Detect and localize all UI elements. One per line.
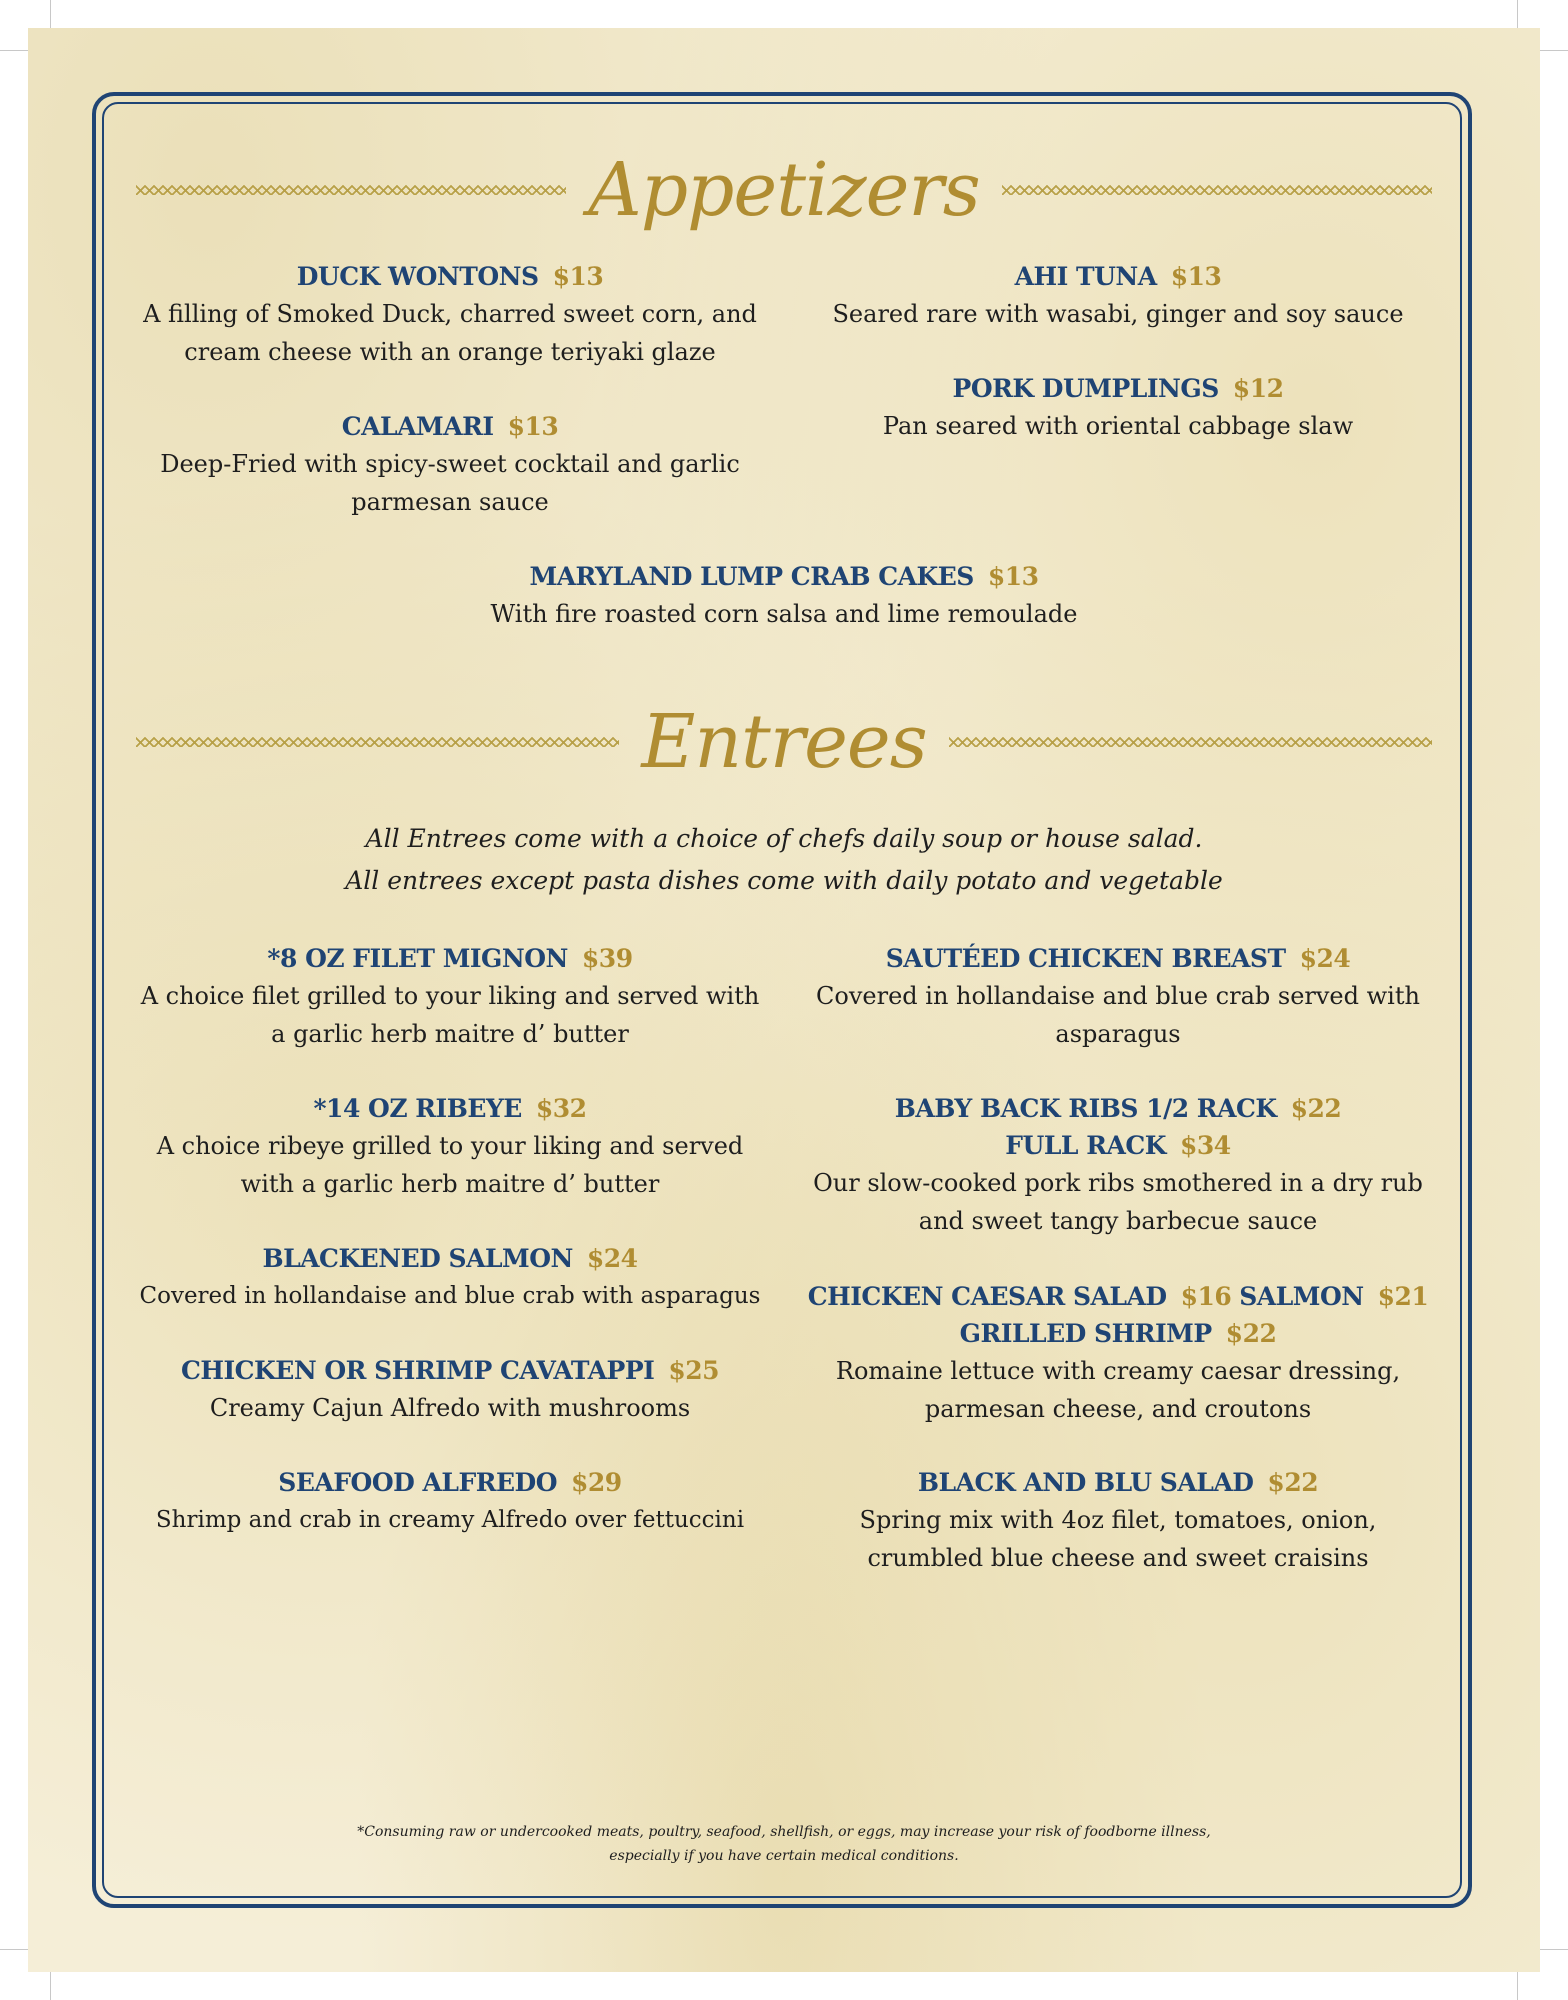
crop-mark [0, 50, 30, 51]
entrees-note-line: All Entrees come with a choice of chefs daily soup or house salad. [365, 824, 1203, 853]
advisory-line: *Consuming raw or undercooked meats, poultry, seafood, shellfish, or eggs, may increase your risk of foodborne illness, [357, 1824, 1211, 1840]
crop-mark [0, 1949, 30, 1950]
menu-item-baby-back-ribs [798, 1090, 1438, 1240]
menu-item-filet-mignon [130, 940, 770, 1053]
entrees-note [284, 818, 1284, 902]
crop-mark [1517, 1970, 1518, 2000]
item-description: Pan seared with oriental cabbage slaw [882, 412, 1354, 440]
item-name: MARYLAND LUMP CRAB CAKES [529, 562, 974, 591]
item-price: $32 [535, 1094, 587, 1123]
item-name: AHI TUNA [1014, 262, 1157, 291]
crop-mark [50, 0, 51, 30]
item-name: GRILLED SHRIMP [959, 1319, 1212, 1348]
item-name: SALMON [1239, 1282, 1364, 1311]
item-price: $24 [1299, 944, 1351, 973]
item-price: $22 [1267, 1468, 1319, 1497]
crop-mark [1517, 0, 1518, 30]
item-price: $25 [668, 1356, 720, 1385]
item-price: $22 [1290, 1094, 1342, 1123]
menu-item-calamari [130, 408, 770, 521]
item-description: Spring mix with 4oz filet, tomatoes, onion, crumbled blue cheese and sweet craisins [859, 1506, 1377, 1572]
appetizers-heading [136, 140, 1432, 240]
item-price: $16 [1180, 1282, 1232, 1311]
item-description: Deep-Fried with spicy-sweet cocktail and garlic parmesan sauce [160, 450, 740, 516]
item-name: SEAFOOD ALFREDO [278, 1468, 558, 1497]
item-name: BLACKENED SALMON [262, 1244, 573, 1273]
ornament-divider [136, 185, 566, 195]
item-name: FULL RACK [1005, 1131, 1167, 1160]
item-name: SAUTÉED CHICKEN BREAST [885, 944, 1286, 973]
item-description: Seared rare with wasabi, ginger and soy sauce [832, 300, 1404, 328]
entrees-heading [136, 692, 1432, 792]
item-name: CALAMARI [341, 412, 494, 441]
appetizers-title: Appetizers [588, 147, 980, 233]
crop-mark [1538, 50, 1568, 51]
item-name: CHICKEN OR SHRIMP CAVATAPPI [180, 1356, 655, 1385]
item-name: BLACK AND BLU SALAD [917, 1468, 1254, 1497]
entrees-note-line: All entrees except pasta dishes come with daily potato and vegetable [345, 866, 1223, 895]
item-name: DUCK WONTONS [296, 262, 539, 291]
item-description: A filling of Smoked Duck, charred sweet corn, and cream cheese with an orange teriyaki glaze [143, 300, 757, 366]
ornament-divider [949, 737, 1432, 747]
item-price: $24 [586, 1244, 638, 1273]
item-description: A choice ribeye grilled to your liking and served with a garlic herb maitre d’ butter [156, 1132, 744, 1198]
consumer-advisory [284, 1820, 1284, 1868]
item-price: $29 [571, 1468, 622, 1497]
item-description: With fire roasted corn salsa and lime remoulade [490, 600, 1078, 628]
item-price: $34 [1180, 1131, 1231, 1160]
item-description: Shrimp and crab in creamy Alfredo over fettuccini [155, 1507, 745, 1533]
item-name: CHICKEN CAESAR SALAD [807, 1282, 1167, 1311]
menu-item-seafood-alfredo [130, 1464, 770, 1539]
item-price: $13 [987, 562, 1039, 591]
menu-item-crab-cakes [384, 558, 1184, 633]
item-price: $13 [507, 412, 559, 441]
menu-item-pork-dumplings [798, 370, 1438, 445]
menu-item-ahi-tuna [798, 258, 1438, 333]
menu-item-cavatappi [130, 1352, 770, 1427]
item-price: $39 [581, 944, 633, 973]
item-description: A choice filet grilled to your liking and served with a garlic herb maitre d’ butter [140, 982, 760, 1048]
item-description: Romaine lettuce with creamy caesar dressing, parmesan cheese, and croutons [835, 1357, 1401, 1423]
item-description: Our slow-cooked pork ribs smothered in a dry rub and sweet tangy barbecue sauce [813, 1169, 1423, 1235]
menu-item-black-blu-salad [798, 1464, 1438, 1577]
item-price: $12 [1232, 374, 1284, 403]
item-description: Creamy Cajun Alfredo with mushrooms [209, 1394, 691, 1422]
item-price: $21 [1377, 1282, 1429, 1311]
item-description: Covered in hollandaise and blue crab with asparagus [139, 1283, 761, 1309]
crop-mark [1538, 1949, 1568, 1950]
item-price: $22 [1225, 1319, 1277, 1348]
menu-item-blackened-salmon [130, 1240, 770, 1315]
menu-item-ribeye [130, 1090, 770, 1203]
menu-item-duck-wontons [130, 258, 770, 371]
item-price: $13 [552, 262, 604, 291]
advisory-line: especially if you have certain medical conditions. [609, 1848, 959, 1864]
item-name: *14 OZ RIBEYE [313, 1094, 522, 1123]
entrees-title: Entrees [641, 699, 927, 785]
item-name: PORK DUMPLINGS [952, 374, 1219, 403]
item-price: $13 [1170, 262, 1222, 291]
ornament-divider [136, 737, 619, 747]
menu-item-caesar-salad [798, 1278, 1438, 1428]
crop-mark [50, 1970, 51, 2000]
menu-item-chicken-breast [798, 940, 1438, 1053]
item-description: Covered in hollandaise and blue crab served with asparagus [816, 982, 1420, 1048]
item-name: *8 OZ FILET MIGNON [267, 944, 568, 973]
item-name: BABY BACK RIBS 1/2 RACK [894, 1094, 1277, 1123]
ornament-divider [1002, 185, 1432, 195]
